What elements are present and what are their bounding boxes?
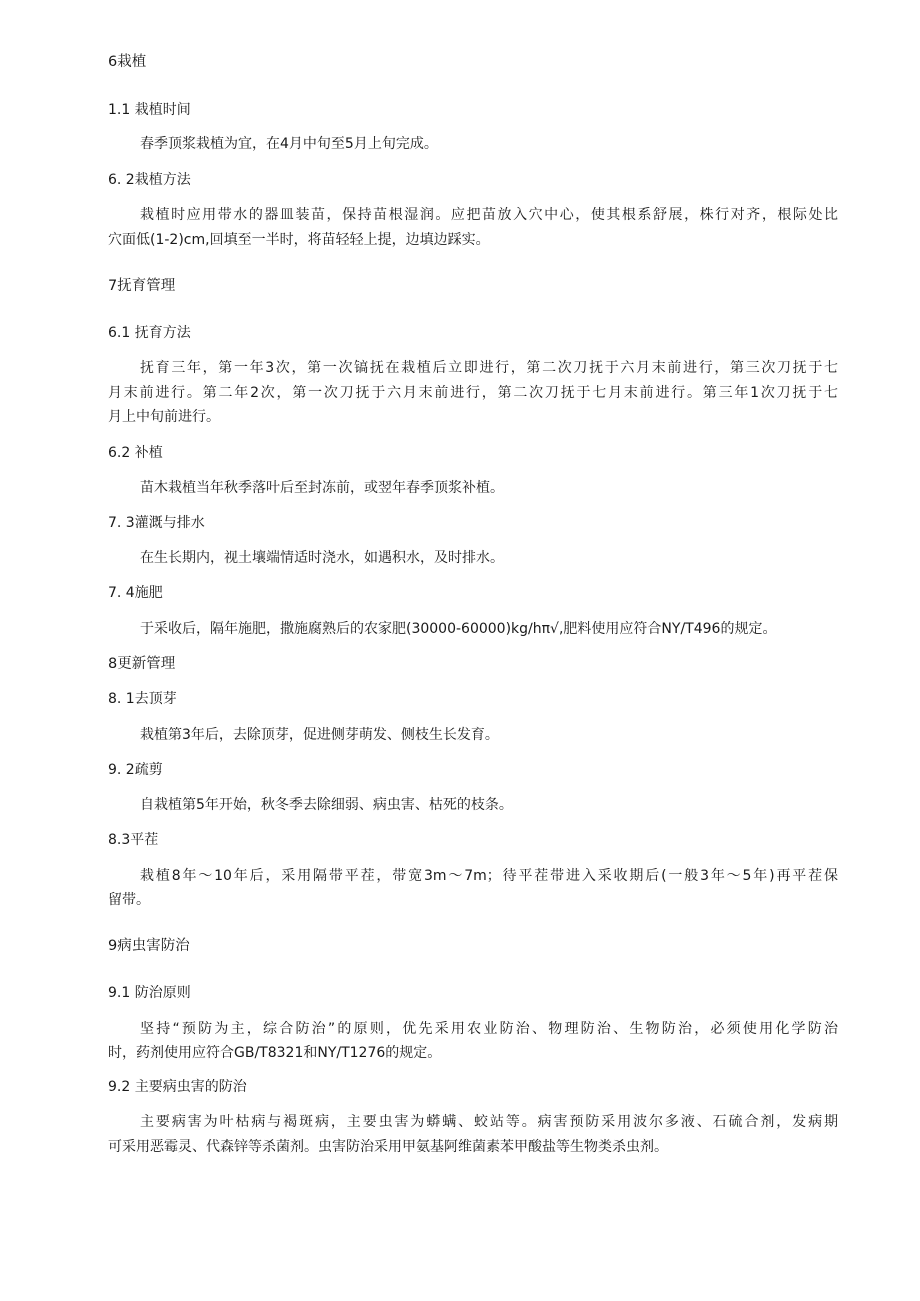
subsection-heading: 6.1 抚育方法 [108,325,191,341]
paragraph-line: 留带。 [108,892,150,908]
paragraph-line: 在生长期内，视土壤端情适时浇水，如遇积水，及时排水。 [140,550,504,566]
section-heading: 9病虫害防治 [108,938,190,954]
paragraph-line: 月上中旬前进行。 [108,409,220,425]
subsection-heading: 8. 1去顶芽 [108,691,177,707]
paragraph-line: 主要病害为叶枯病与褐斑病，主要虫害为蟒螨、蛟站等。病害预防采用波尔多液、石硫合剂，发病期 [140,1114,838,1130]
subsection-heading: 9.1 防治原则 [108,985,191,1001]
paragraph-line: 可采用恶霉灵、代森锌等杀菌剂。虫害防治采用甲氨基阿维菌素苯甲酸盐等生物类杀虫剂。 [108,1139,668,1155]
subsection-heading: 7. 4施肥 [108,585,163,601]
subsection-heading: 9. 2疏剪 [108,762,163,778]
paragraph-line: 月末前进行。第二年2次，第一次刀抚于六月末前进行，第二次刀抚于七月末前进行。第三年1次刀抚于七 [108,385,838,401]
paragraph-line: 春季顶浆栽植为宜，在4月中旬至5月上旬完成。 [140,136,438,152]
subsection-heading: 1.1 栽植时间 [108,102,191,118]
section-heading: 6栽植 [108,54,147,70]
paragraph-line: 坚持“预防为主，综合防治”的原则，优先采用农业防治、物理防治、生物防治，必须使用化学防治 [140,1021,838,1037]
paragraph-line: 栽植第3年后，去除顶芽，促进侧芽萌发、侧枝生长发育。 [140,727,499,743]
paragraph-line: 自栽植第5年开始，秋冬季去除细弱、病虫害、枯死的枝条。 [140,797,513,813]
subsection-heading: 6.2 补植 [108,445,163,461]
paragraph-line: 栽植8年～10年后，采用隔带平茬，带宽3m～7m；待平茬带进入采收期后(一般3年～5年)再平茬保 [140,868,838,884]
paragraph-line: 于采收后，隔年施肥，撒施腐熟后的农家肥(30000-60000)kg∕hπ√,肥料使用应符合NY/T496的规定。 [140,621,777,637]
subsection-heading: 6. 2栽植方法 [108,172,191,188]
paragraph-line: 时，药剂使用应符合GB/T8321和NY/T1276的规定。 [108,1045,442,1061]
paragraph-line: 栽植时应用带水的器皿装苗，保持苗根湿润。应把苗放入穴中心，使其根系舒展，株行对齐，根际处比 [140,207,838,223]
paragraph-line: 穴面低(1-2)cm,回填至一半时，将苗轻轻上提，边填边踩实。 [108,232,490,248]
subsection-heading: 7. 3灌溉与排水 [108,515,205,531]
subsection-heading: 9.2 主要病虫害的防治 [108,1079,247,1095]
section-heading: 7抚育管理 [108,278,176,294]
section-heading: 8更新管理 [108,656,176,672]
subsection-heading: 8.3平茬 [108,832,159,848]
paragraph-line: 苗木栽植当年秋季落叶后至封冻前，或翌年春季顶浆补植。 [140,480,504,496]
paragraph-line: 抚育三年，第一年3次，第一次镐抚在栽植后立即进行，第二次刀抚于六月末前进行，第三次刀抚于七 [140,360,838,376]
